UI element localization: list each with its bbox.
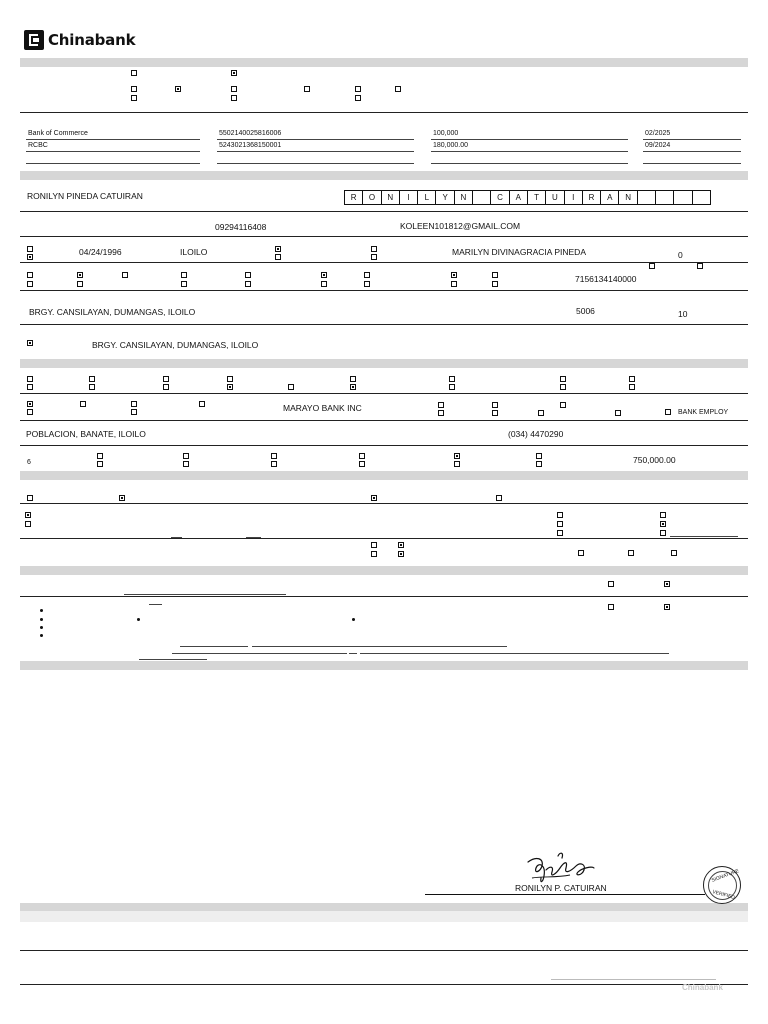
divider <box>20 290 748 291</box>
option-checkbox[interactable] <box>451 281 457 287</box>
option-checkbox[interactable] <box>649 263 655 269</box>
underline <box>349 653 357 654</box>
handwritten-signature <box>522 848 598 888</box>
logo-text: Chinabank <box>48 31 136 49</box>
underline <box>172 653 347 654</box>
option-checkbox[interactable] <box>629 384 635 390</box>
name-box-cell[interactable] <box>655 190 674 205</box>
underline <box>26 163 200 164</box>
option-checkbox[interactable] <box>395 86 401 92</box>
option-checkbox[interactable] <box>608 604 614 610</box>
option-checkbox-checked[interactable] <box>454 453 460 459</box>
divider <box>20 503 748 504</box>
employer-name: MARAYO BANK INC <box>283 403 362 413</box>
option-checkbox-checked[interactable] <box>321 272 327 278</box>
option-checkbox[interactable] <box>615 410 621 416</box>
card-type-checkbox[interactable] <box>131 70 137 76</box>
citizenship-checkbox-checked[interactable] <box>275 246 281 252</box>
signer-name: RONILYN P. CATUIRAN <box>515 883 607 893</box>
birthdate: 04/24/1996 <box>79 247 122 257</box>
billing-address: BRGY. CANSILAYAN, DUMANGAS, ILOILO <box>92 340 259 350</box>
chinabank-logo <box>24 30 135 50</box>
option-checkbox-checked[interactable] <box>27 401 33 407</box>
underline <box>26 151 200 152</box>
option-checkbox[interactable] <box>183 461 189 467</box>
mobile-number: 09294116408 <box>215 222 267 232</box>
section-band-4 <box>20 471 748 480</box>
cc-since-2: 09/2024 <box>645 142 671 149</box>
underline <box>360 653 669 654</box>
signature-verified-stamp <box>703 866 741 904</box>
option-checkbox[interactable] <box>27 272 33 278</box>
underline <box>124 594 286 595</box>
divider <box>20 538 748 539</box>
option-checkbox[interactable] <box>27 409 33 415</box>
underline <box>670 536 738 537</box>
underline <box>431 151 628 152</box>
option-checkbox[interactable] <box>371 542 377 548</box>
option-checkbox-checked[interactable] <box>660 521 666 527</box>
underline <box>139 659 207 660</box>
bullet <box>40 634 43 637</box>
option-checkbox-checked[interactable] <box>77 272 83 278</box>
option-checkbox[interactable] <box>492 272 498 278</box>
divider <box>20 211 748 212</box>
years-employed: 6 <box>27 459 31 466</box>
bank-employ-label: BANK EMPLOY <box>678 409 729 416</box>
option-checkbox[interactable] <box>181 272 187 278</box>
option-checkbox[interactable] <box>628 550 634 556</box>
option-checkbox[interactable] <box>245 281 251 287</box>
option-checkbox[interactable] <box>181 281 187 287</box>
bullet <box>352 618 355 621</box>
name-box-cell[interactable]: I <box>564 190 583 205</box>
cc-number-2: 5243021368150001 <box>219 142 282 149</box>
option-checkbox-checked[interactable] <box>664 581 670 587</box>
option-checkbox-checked[interactable] <box>175 86 181 92</box>
section-band-3 <box>20 359 748 368</box>
option-checkbox-checked[interactable] <box>25 512 31 518</box>
underline <box>252 646 507 647</box>
zip-code: 5006 <box>576 306 595 316</box>
name-box-cell[interactable]: N <box>618 190 637 205</box>
option-checkbox[interactable] <box>492 281 498 287</box>
name-box-cell[interactable]: N <box>381 190 400 205</box>
option-checkbox[interactable] <box>25 521 31 527</box>
option-checkbox[interactable] <box>578 550 584 556</box>
id-number: 7156134140000 <box>575 274 637 284</box>
option-checkbox[interactable] <box>560 376 566 382</box>
name-box-cell[interactable] <box>637 190 656 205</box>
option-checkbox[interactable] <box>271 461 277 467</box>
option-checkbox-checked[interactable] <box>119 495 125 501</box>
option-checkbox[interactable] <box>560 402 566 408</box>
stamp-bottom-text: VERIFIED <box>711 889 736 901</box>
option-checkbox[interactable] <box>492 410 498 416</box>
name-box-cell[interactable] <box>692 190 711 205</box>
cc-since-1: 02/2025 <box>645 130 671 137</box>
option-checkbox[interactable] <box>245 272 251 278</box>
divider <box>20 445 748 446</box>
divider <box>20 420 748 421</box>
option-checkbox[interactable] <box>438 402 444 408</box>
name-box-cell[interactable]: A <box>600 190 619 205</box>
option-checkbox[interactable] <box>557 530 563 536</box>
office-phone: (034) 4470290 <box>508 429 564 439</box>
option-checkbox[interactable] <box>231 95 237 101</box>
name-box-cell[interactable]: O <box>362 190 381 205</box>
option-checkbox[interactable] <box>27 376 33 382</box>
stamp-top-text: SIGNATURE <box>710 868 740 884</box>
section-band-6 <box>20 661 748 670</box>
option-checkbox[interactable] <box>131 401 137 407</box>
option-checkbox[interactable] <box>163 376 169 382</box>
option-checkbox[interactable] <box>131 95 137 101</box>
name-box-cell[interactable]: R <box>582 190 601 205</box>
name-box-cell[interactable]: Y <box>435 190 454 205</box>
name-box-cell[interactable]: I <box>399 190 418 205</box>
option-checkbox[interactable] <box>271 453 277 459</box>
option-checkbox[interactable] <box>359 453 365 459</box>
option-checkbox[interactable] <box>355 95 361 101</box>
underline <box>149 604 162 605</box>
mother-maiden-name: MARILYN DIVINAGRACIA PINEDA <box>452 247 586 257</box>
option-checkbox-checked[interactable] <box>350 384 356 390</box>
option-checkbox[interactable] <box>288 384 294 390</box>
option-checkbox[interactable] <box>364 272 370 278</box>
cc-limit-1: 100,000 <box>433 130 459 137</box>
option-checkbox[interactable] <box>122 272 128 278</box>
option-checkbox[interactable] <box>492 402 498 408</box>
option-checkbox[interactable] <box>560 384 566 390</box>
option-checkbox[interactable] <box>557 512 563 518</box>
years-at-address: 10 <box>678 309 688 319</box>
section-band-5 <box>20 566 748 575</box>
name-box-cell[interactable] <box>472 190 491 205</box>
option-checkbox[interactable] <box>671 550 677 556</box>
section-band-2 <box>20 171 748 180</box>
applicant-full-name: RONILYN PINEDA CATUIRAN <box>27 191 143 201</box>
cc-bank-2: RCBC <box>28 142 48 149</box>
cc-number-1: 5502140025816006 <box>219 130 282 137</box>
gender-checkbox-checked[interactable] <box>27 254 33 260</box>
bullet <box>40 609 43 612</box>
option-checkbox[interactable] <box>660 512 666 518</box>
gender-checkbox[interactable] <box>27 246 33 252</box>
name-box-cell[interactable] <box>673 190 692 205</box>
option-checkbox[interactable] <box>449 384 455 390</box>
citizenship-checkbox[interactable] <box>275 254 281 260</box>
billing-address-checkbox-checked[interactable] <box>27 340 33 346</box>
option-checkbox-checked[interactable] <box>371 495 377 501</box>
option-checkbox[interactable] <box>660 530 666 536</box>
divider <box>20 984 748 985</box>
option-checkbox[interactable] <box>371 551 377 557</box>
divider <box>20 324 748 325</box>
section-band-8 <box>20 911 748 922</box>
option-checkbox[interactable] <box>536 461 542 467</box>
option-checkbox[interactable] <box>89 384 95 390</box>
cc-limit-2: 180,000.00 <box>433 142 469 149</box>
option-checkbox[interactable] <box>557 521 563 527</box>
footer-watermark: Chinabank <box>682 983 723 992</box>
divider <box>20 236 748 237</box>
dependents-count: 0 <box>678 250 683 260</box>
bullet <box>137 618 140 621</box>
divider <box>20 950 748 951</box>
name-box-cell[interactable]: T <box>527 190 546 205</box>
option-checkbox[interactable] <box>629 376 635 382</box>
option-checkbox[interactable] <box>496 495 502 501</box>
option-checkbox-checked[interactable] <box>398 551 404 557</box>
option-checkbox[interactable] <box>538 410 544 416</box>
option-checkbox[interactable] <box>97 453 103 459</box>
divider <box>20 262 748 263</box>
underline <box>26 139 200 140</box>
option-checkbox[interactable] <box>97 461 103 467</box>
option-checkbox[interactable] <box>80 401 86 407</box>
underline <box>643 151 741 152</box>
option-checkbox[interactable] <box>321 281 327 287</box>
embossed-name-boxes[interactable] <box>344 190 710 205</box>
cc-bank-1: Bank of Commerce <box>28 130 88 137</box>
birthplace: ILOILO <box>180 247 208 257</box>
divider <box>20 112 748 113</box>
bullet <box>40 626 43 629</box>
option-checkbox[interactable] <box>355 86 361 92</box>
option-checkbox[interactable] <box>131 86 137 92</box>
name-box-cell[interactable]: L <box>417 190 436 205</box>
name-box-cell[interactable]: R <box>344 190 363 205</box>
option-checkbox[interactable] <box>27 384 33 390</box>
option-checkbox[interactable] <box>364 281 370 287</box>
option-checkbox[interactable] <box>449 376 455 382</box>
underline <box>431 139 628 140</box>
option-checkbox[interactable] <box>454 461 460 467</box>
option-checkbox[interactable] <box>608 581 614 587</box>
option-checkbox[interactable] <box>665 409 671 415</box>
divider <box>20 596 748 597</box>
option-checkbox[interactable] <box>371 246 377 252</box>
option-checkbox[interactable] <box>304 86 310 92</box>
underline <box>551 979 716 980</box>
name-box-cell[interactable]: C <box>490 190 509 205</box>
name-box-cell[interactable]: A <box>509 190 528 205</box>
underline <box>643 139 741 140</box>
underline <box>217 151 414 152</box>
option-checkbox[interactable] <box>359 461 365 467</box>
option-checkbox-checked[interactable] <box>227 384 233 390</box>
option-checkbox-checked[interactable] <box>398 542 404 548</box>
underline <box>431 163 628 164</box>
option-checkbox[interactable] <box>438 410 444 416</box>
option-checkbox[interactable] <box>27 495 33 501</box>
option-checkbox-checked[interactable] <box>664 604 670 610</box>
option-checkbox[interactable] <box>697 263 703 269</box>
option-checkbox[interactable] <box>227 376 233 382</box>
email-address: KOLEEN101812@GMAIL.COM <box>400 221 521 231</box>
underline <box>217 139 414 140</box>
home-address: BRGY. CANSILAYAN, DUMANGAS, ILOILO <box>29 307 196 317</box>
option-checkbox[interactable] <box>350 376 356 382</box>
option-checkbox[interactable] <box>536 453 542 459</box>
name-box-cell[interactable]: N <box>454 190 473 205</box>
bullet <box>40 618 43 621</box>
option-checkbox[interactable] <box>77 281 83 287</box>
chinabank-logo-icon <box>24 30 44 50</box>
option-checkbox[interactable] <box>371 254 377 260</box>
option-checkbox[interactable] <box>231 86 237 92</box>
option-checkbox[interactable] <box>183 453 189 459</box>
underline <box>217 163 414 164</box>
option-checkbox[interactable] <box>199 401 205 407</box>
office-address: POBLACION, BANATE, ILOILO <box>26 429 146 439</box>
option-checkbox[interactable] <box>27 281 33 287</box>
option-checkbox[interactable] <box>131 409 137 415</box>
underline <box>643 163 741 164</box>
annual-income: 750,000.00 <box>633 455 676 465</box>
option-checkbox-checked[interactable] <box>451 272 457 278</box>
name-box-cell[interactable]: U <box>545 190 564 205</box>
divider <box>20 393 748 394</box>
signature-line <box>425 894 705 895</box>
section-band-1 <box>20 58 748 67</box>
underline <box>180 646 248 647</box>
card-type-checkbox-checked[interactable] <box>231 70 237 76</box>
option-checkbox[interactable] <box>163 384 169 390</box>
option-checkbox[interactable] <box>89 376 95 382</box>
section-band-7 <box>20 903 748 911</box>
